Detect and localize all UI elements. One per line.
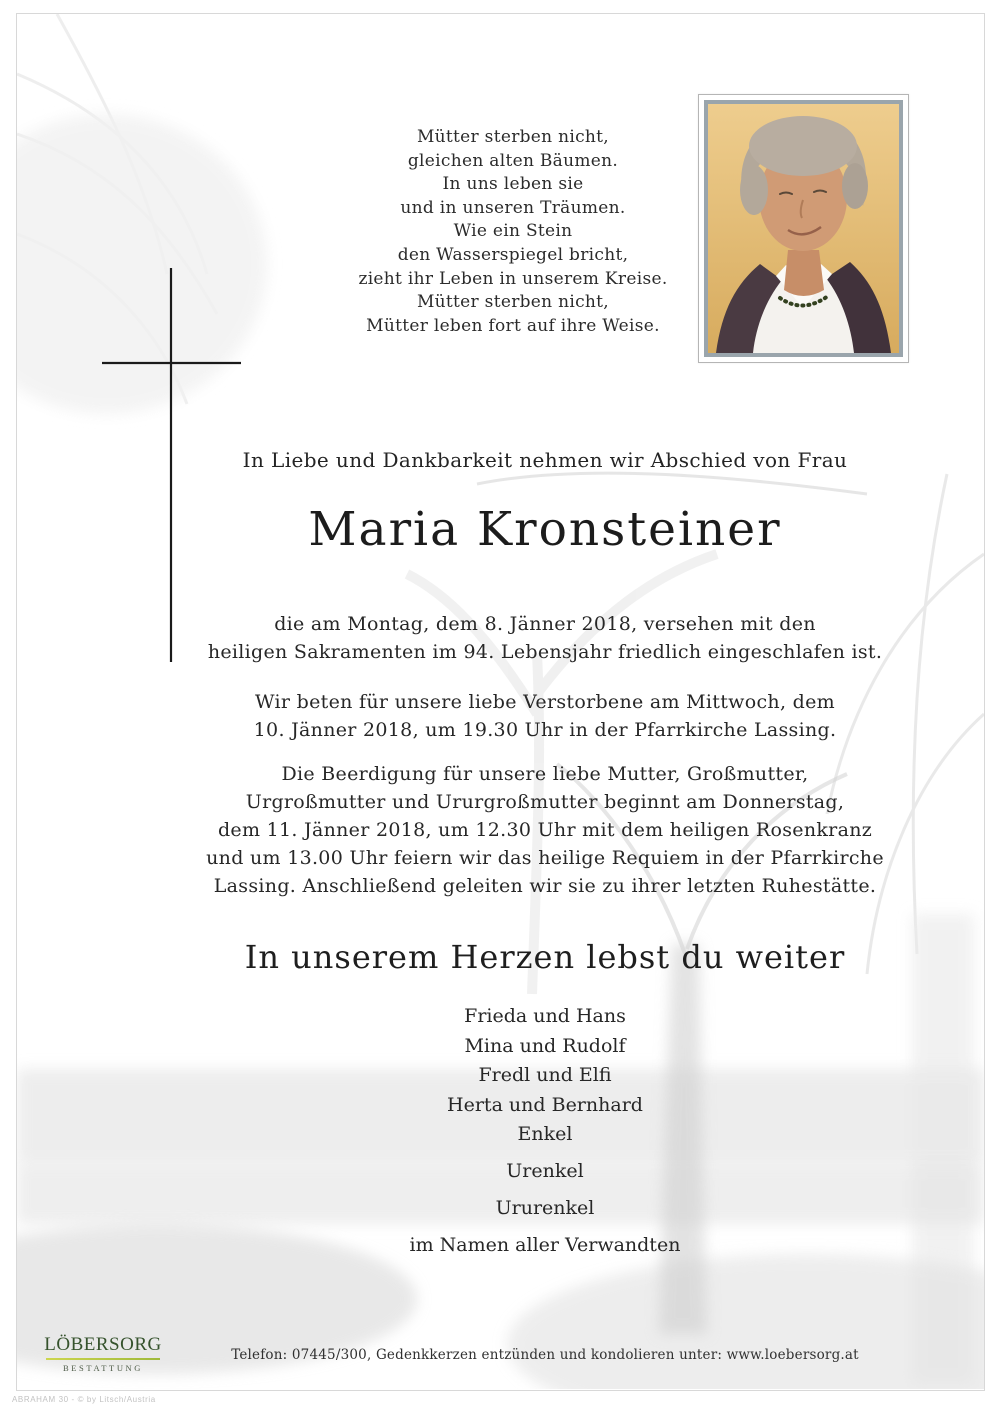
mourner-group-line: Ururenkel xyxy=(495,1197,595,1219)
poem-line: Mütter sterben nicht, xyxy=(416,127,610,147)
mourner-line: Mina und Rudolf xyxy=(464,1034,626,1057)
deceased-name: Maria Kronsteiner xyxy=(308,502,782,557)
mourner-line: Frieda und Hans xyxy=(464,1005,626,1027)
farewell-intro-line: In Liebe und Dankbarkeit nehmen wir Abschied von Frau xyxy=(242,448,848,472)
paragraph-line: die am Montag, dem 8. Jänner 2018, versehen mit den xyxy=(274,613,816,635)
funeral-home-name: LÖBERSORG xyxy=(44,1334,162,1355)
mourner-line: Herta und Bernhard xyxy=(447,1093,643,1116)
mourner-group-line: im Namen aller Verwandten xyxy=(409,1234,681,1256)
portrait-photo-frame xyxy=(698,94,909,363)
poem-line: Mütter leben fort auf ihre Weise. xyxy=(366,315,660,336)
paragraph-line: dem 11. Jänner 2018, um 12.30 Uhr mit dem heiligen Rosenkranz xyxy=(217,819,873,841)
poem-line: In uns leben sie xyxy=(442,174,584,195)
paragraph-line: und um 13.00 Uhr feiern wir das heilige Requiem in der Pfarrkirche xyxy=(206,847,884,869)
poem-line: den Wasserspiegel bricht, xyxy=(397,244,629,265)
portrait-photo xyxy=(704,100,903,357)
mourners-list xyxy=(115,1002,975,1120)
funeral-home-subtitle: BESTATTUNG xyxy=(62,1363,144,1373)
template-attribution: ABRAHAM 30 - © by Litsch/Austria xyxy=(12,1395,156,1404)
poem-line: Wie ein Stein xyxy=(453,221,573,242)
funeral-details-paragraph xyxy=(115,760,975,900)
paragraph-line: Wir beten für unsere liebe Verstorbene am Mittwoch, dem xyxy=(255,691,835,713)
mourner-group-line: Urenkel xyxy=(506,1160,584,1182)
contact-info-line: Telefon: 07445/300, Gedenkkerzen entzünden und kondolieren unter: www.loebersorg.at xyxy=(231,1347,859,1363)
paragraph-line: 10. Jänner 2018, um 19.30 Uhr in der Pfarrkirche Lassing. xyxy=(253,719,837,741)
poem-line: Mütter sterben nicht, xyxy=(416,292,610,313)
mourner-group-line: Enkel xyxy=(517,1123,573,1145)
prayer-service-paragraph xyxy=(115,688,975,744)
paragraph-line: Die Beerdigung für unsere liebe Mutter, Großmutter, xyxy=(281,763,809,785)
poem-line: gleichen alten Bäumen. xyxy=(407,150,619,171)
mourner-groups-list xyxy=(115,1116,975,1264)
poem-line: und in unseren Träumen. xyxy=(400,197,626,218)
mourner-line: Fredl und Elfi xyxy=(478,1064,612,1086)
remembrance-heading: In unserem Herzen lebst du weiter xyxy=(244,938,846,976)
paragraph-line: Lassing. Anschließend geleiten wir sie zu ihrer letzten Ruhestätte. xyxy=(213,875,877,897)
death-notice-paragraph xyxy=(115,610,975,666)
paragraph-line: Urgroßmutter und Ururgroßmutter beginnt am Donnerstag, xyxy=(245,791,845,813)
memorial-poem xyxy=(313,126,713,338)
poem-line: zieht ihr Leben in unserem Kreise. xyxy=(358,268,668,289)
paragraph-line: heiligen Sakramenten im 94. Lebensjahr friedlich eingeschlafen ist. xyxy=(207,641,883,663)
